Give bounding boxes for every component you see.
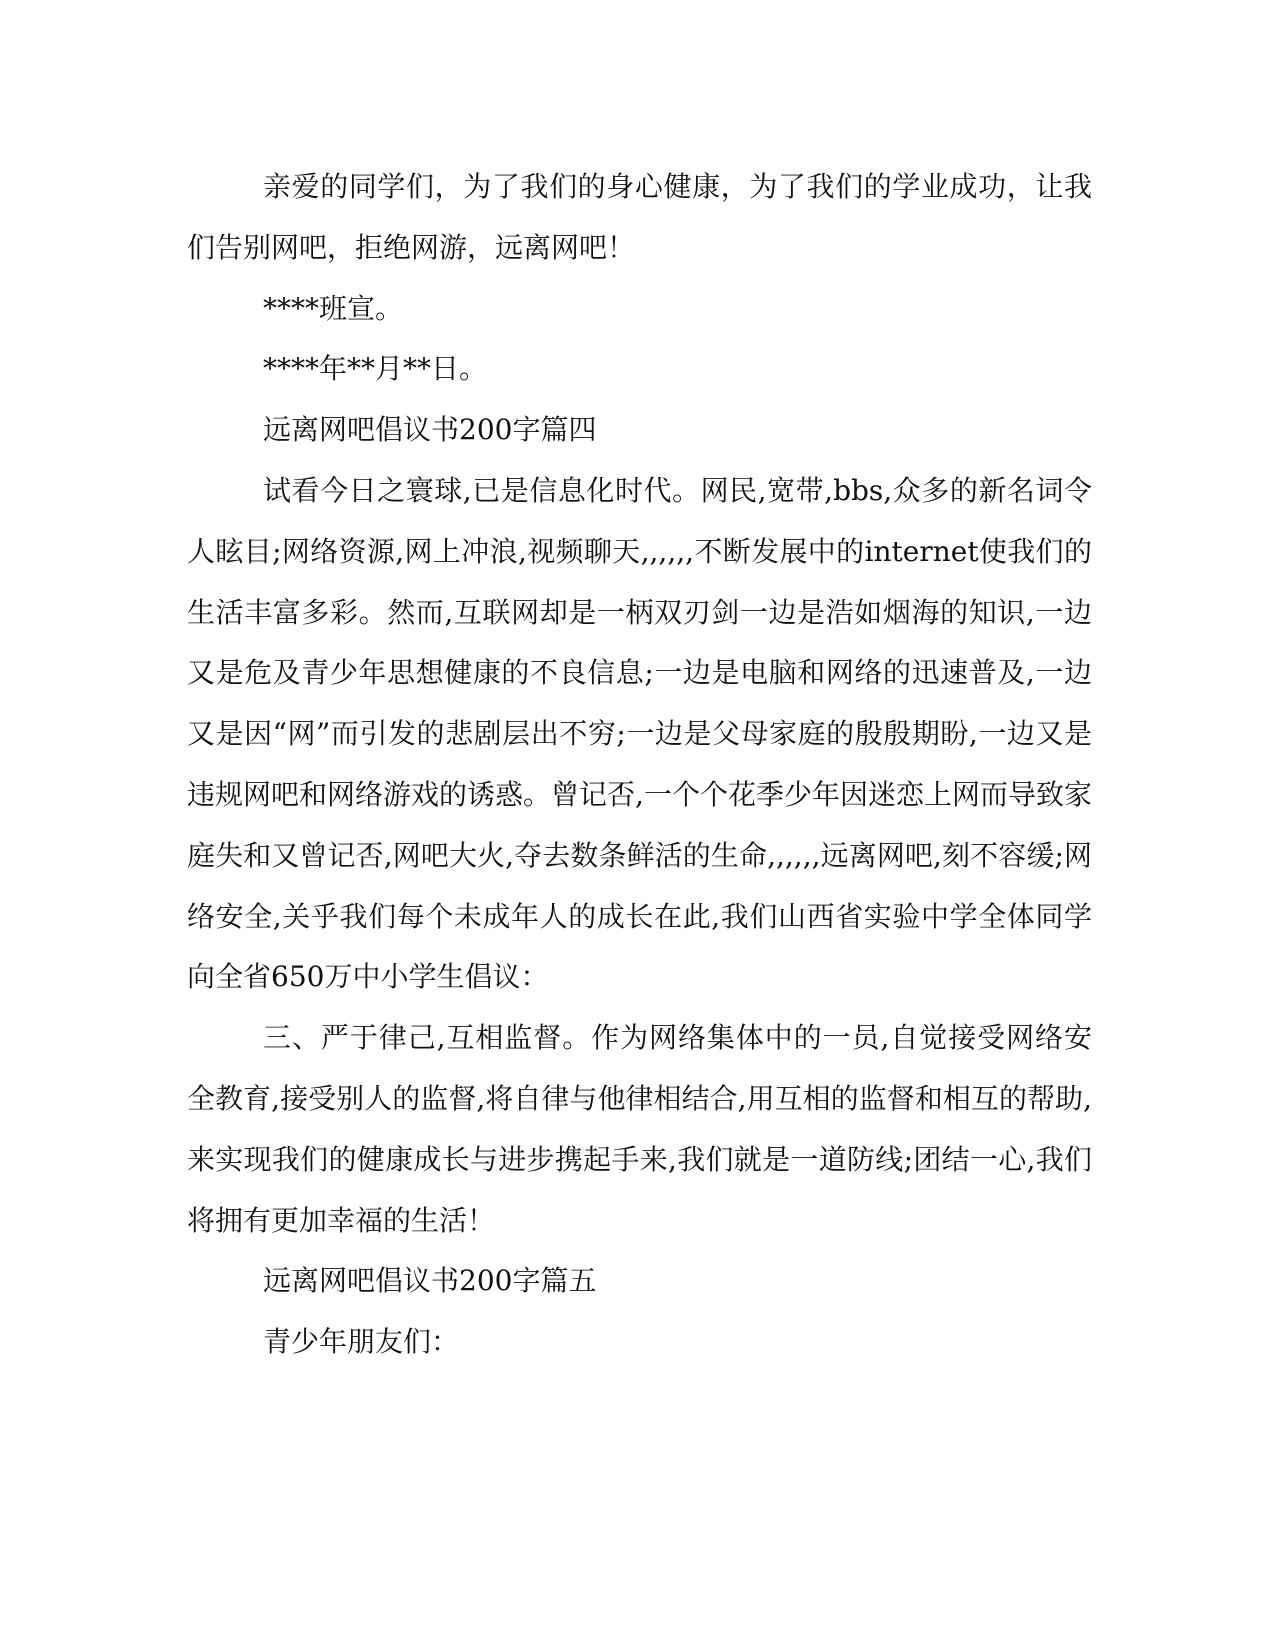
body-paragraph-self-discipline: 三、严于律己,互相监督。作为网络集体中的一员,自觉接受网络安全教育,接受别人的监督,将自律与他律相结合,用互相的监督和相互的帮助,来实现我们的健康成长与进步携起手来,我们就是一道防线;团结一心,我们将拥有更加幸福的生活！ — [187, 1021, 1092, 1237]
section-heading-four: 远离网吧倡议书200字篇四 — [263, 413, 597, 447]
salutation-line: 青少年朋友们： — [263, 1325, 460, 1359]
document-body — [187, 157, 1092, 1373]
closing-appeal-paragraph: 亲爱的同学们，为了我们的身心健康，为了我们的学业成功，让我们告别网吧，拒绝网游，远离网吧！ — [187, 170, 1092, 264]
class-signature: ****班宣。 — [263, 291, 404, 325]
date-line: ****年**月**日。 — [263, 352, 488, 386]
section-heading-five: 远离网吧倡议书200字篇五 — [263, 1264, 597, 1298]
body-paragraph-information-age: 试看今日之寰球,已是信息化时代。网民,宽带,bbs,众多的新名词令人眩目;网络资源,网上冲浪,视频聊天,,,,,,不断发展中的internet使我们的生活丰富多彩。然而,互联网却是一柄双刃剑一边是浩如烟海的知识,一边又是危及青少年思想健康的不良信息;一边是电脑和网络的迅速普及,一边又是因“网”而引发的悲剧层出不穷;一边是父母家庭的殷殷期盼,一边又是违规网吧和网络游戏的诱惑。曾记否,一个个花季少年因迷恋上网而导致家庭失和又曾记否,网吧大火,夺去数条鲜活的生命,,,,,,远离网吧,刻不容缓;网络安全,关乎我们每个未成年人的成长在此,我们山西省实验中学全体同学向全省650万中小学生倡议： — [187, 473, 1092, 994]
